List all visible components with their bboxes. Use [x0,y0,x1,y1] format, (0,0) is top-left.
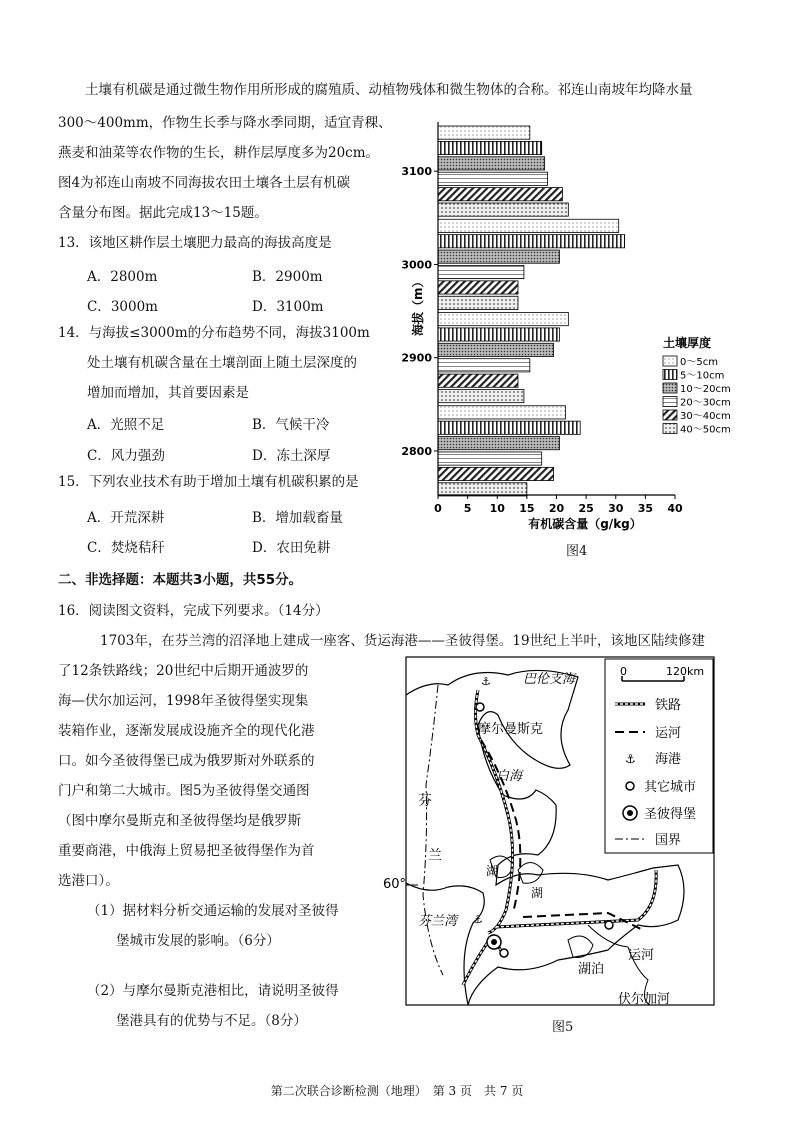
page-footer: 第二次联合诊断检测（地理） 第 3 页 共 7 页 [270,1084,524,1098]
q15-option-d[interactable]: D．农田免耕 [252,540,331,556]
gulf-of-finland-label: 芬兰湾 [418,914,458,929]
bar-2900-series-5 [438,390,524,403]
white-sea-label: 白海 [496,769,523,784]
bar-3100-series-4 [438,188,562,201]
q16-para-8: 重要商港，中俄海上贸易把圣彼得堡作为首 [58,843,315,859]
latitude-label: 60° [383,877,407,892]
y-axis-label: 海拔（m） [411,275,425,336]
intro-line-4: 图4为祁连山南坡不同海拔农田土壤各土层有机碳 [58,175,351,191]
bar-2800-series-3 [438,452,542,465]
intro-line-3: 燕麦和油菜等农作物的生长，耕作层厚度多为20cm。 [58,145,380,161]
legend-st-petersburg: 圣彼得堡 [644,807,697,822]
q16-sub2-line1: （2）与摩尔曼斯克港相比，请说明圣彼得 [87,983,339,999]
legend-label-2: 10～20cm [680,384,731,395]
bar-3100-series-0 [438,126,530,139]
x-tick-label: 35 [637,502,654,515]
q14-option-d[interactable]: D．冻土深厚 [252,448,331,464]
volga-label: 伏尔加河 [618,992,671,1007]
q16-para-5: 口。如今圣彼得堡已成为俄罗斯对外联系的 [58,753,315,769]
bar-2900-series-2 [438,343,554,356]
q16-para-6: 门户和第二大城市。图5为圣彼得堡交通图 [58,783,310,799]
legend-swatch-5 [663,424,677,434]
q16-para-2: 了12条铁路线；20世纪中后期开通波罗的 [58,663,309,679]
q15-option-a[interactable]: A．开荒深耕 [87,510,165,526]
legend-label-5: 40～50cm [680,424,731,436]
legend-label-4: 30～40cm [680,411,731,422]
q15-stem: 15．下列农业技术有助于增加土壤有机碳积累的是 [58,474,359,490]
bar-3100-series-3 [438,172,548,185]
legend-other-city: 其它城市 [644,780,697,795]
bar-3000-series-0 [438,219,619,232]
bar-2900-series-3 [438,359,530,372]
bar-3000-series-3 [438,265,524,278]
bar-3100-series-1 [438,141,542,154]
q15-option-c[interactable]: C．焚烧秸秆 [87,540,165,556]
legend-swatch-0 [663,356,677,366]
murmansk-city [476,703,484,711]
st-petersburg-map [378,655,718,1011]
legend-swatch-1 [663,370,677,380]
legend-label-1: 5～10cm [680,370,725,382]
q14-option-c[interactable]: C．风力强劲 [87,448,165,464]
q14-option-a[interactable]: A．光照不足 [87,417,165,433]
legend-swatch-3 [663,397,677,407]
murmansk-label: 摩尔曼斯克 [478,722,544,737]
q16-sub2-line2: 堡港具有的优势与不足。（8分） [116,1013,307,1029]
q14-stem: 14．与海拔≤3000m的分布趋势不同，海拔3100m [58,325,370,341]
bar-2800-series-0 [438,406,565,419]
stpete-port-icon: ⚓ [473,913,483,926]
scale-zero: 0 [620,665,627,678]
q16-para-3: 海—伏尔加运河，1998年圣彼得堡实现集 [58,693,309,709]
x-tick-label: 15 [519,502,535,515]
bar-2900-series-4 [438,374,518,387]
bar-3000-series-4 [438,281,518,294]
x-tick-label: 40 [667,502,683,515]
q16-sub1-line2: 堡城市发展的影响。（6分） [116,933,280,949]
q13-stem: 13．该地区耕作层土壤肥力最高的海拔高度是 [58,235,332,251]
legend-label-0: 0～5cm [680,357,718,368]
q14-option-b[interactable]: B．气候干冷 [252,417,330,433]
barents-sea-label: 巴伦支海 [523,672,576,687]
murmansk-port-icon: ⚓ [481,675,491,688]
q13-option-c[interactable]: C．3000m [87,299,158,315]
x-tick-label: 25 [578,502,594,515]
other-city-2 [500,949,508,957]
intro-line-2: 300～400mm，作物生长季与降水季同期，适宜青稞、 [58,115,392,131]
intro-line-1: 土壤有机碳是通过微生物作用所形成的腐殖质、动植物残体和微生物体的合称。祁连山南坡年均降水量 [85,82,693,98]
bar-3000-series-2 [438,250,559,263]
legend-swatch-2 [663,383,677,393]
x-tick-label: 20 [548,502,565,515]
finland-label-1: 芬 [418,793,432,809]
y-tick-label: 3100 [401,165,432,179]
legend-swatch-4 [663,410,677,420]
bar-2900-series-1 [438,328,559,341]
intro-line-5: 含量分布图。据此完成13～15题。 [58,205,268,221]
q13-option-a[interactable]: A．2800m [87,269,158,285]
q16-para-1: 1703年，在芬兰湾的沼泽地上建成一座客、货运海港——圣彼得堡。19世纪上半叶，该地区陆续修建 [100,633,706,649]
legend-title: 土壤厚度 [663,336,712,350]
q15-option-b[interactable]: B．增加载畜量 [252,510,343,526]
lake-label-2: 湖 [531,886,544,900]
soil-carbon-chart [380,110,760,550]
y-tick-label: 2900 [401,351,432,365]
q16-para-7: （图中摩尔曼斯克和圣彼得堡均是俄罗斯 [58,813,301,829]
figure-4-caption: 图4 [566,544,588,559]
q16-title: 16．阅读图文资料，完成下列要求。（14分） [58,603,329,619]
bar-3000-series-5 [438,296,518,309]
q13-option-d[interactable]: D．3100m [252,299,324,315]
legend-city-symbol [626,782,634,790]
section-2-heading: 二、非选择题：本题共3小题，共55分。 [58,572,303,588]
lakes-label: 湖泊 [578,962,605,977]
q16-para-4: 装箱作业，逐渐发展成设施齐全的现代化港 [58,723,315,739]
y-tick-label: 2800 [401,444,432,458]
q14-stem-3: 增加而增加，其首要因素是 [87,385,249,401]
bar-3100-series-2 [438,157,545,170]
bar-3000-series-1 [438,235,625,248]
q16-para-9: 选港口）。 [58,873,119,889]
x-tick-label: 10 [489,502,505,515]
x-axis-label: 有机碳含量（g/kg） [528,517,642,531]
figure-5-caption: 图5 [552,1020,574,1035]
scale-label: 120km [666,665,705,678]
canal-label: 运河 [628,948,655,963]
legend-port: 海港 [655,752,682,767]
q13-option-b[interactable]: B．2900m [252,269,323,285]
lake-label-1: 湖 [486,864,499,878]
legend-railway: 铁路 [655,698,682,713]
legend-canal: 运河 [655,726,682,741]
q14-stem-2: 处土壤有机碳含量在土壤剖面上随土层深度的 [87,355,357,371]
y-tick-label: 3000 [401,258,432,272]
other-city [605,921,613,929]
legend-border: 国界 [655,833,682,848]
legend-label-3: 20～30cm [680,397,731,409]
x-tick-label: 5 [463,502,472,515]
bar-2800-series-2 [438,437,559,450]
legend-stpete-dot [627,810,633,816]
x-tick-label: 0 [434,502,442,515]
bar-3100-series-5 [438,203,568,216]
x-tick-label: 30 [608,502,624,515]
bar-2900-series-0 [438,313,568,326]
legend-port-icon: ⚓ [625,752,636,766]
bar-2800-series-1 [438,421,580,434]
finland-label-2: 兰 [428,848,442,864]
st-petersburg-dot [491,939,497,945]
q16-sub1-line1: （1）据材料分析交通运输的发展对圣彼得 [87,903,339,919]
bar-2800-series-4 [438,467,554,480]
bar-2800-series-5 [438,483,527,496]
